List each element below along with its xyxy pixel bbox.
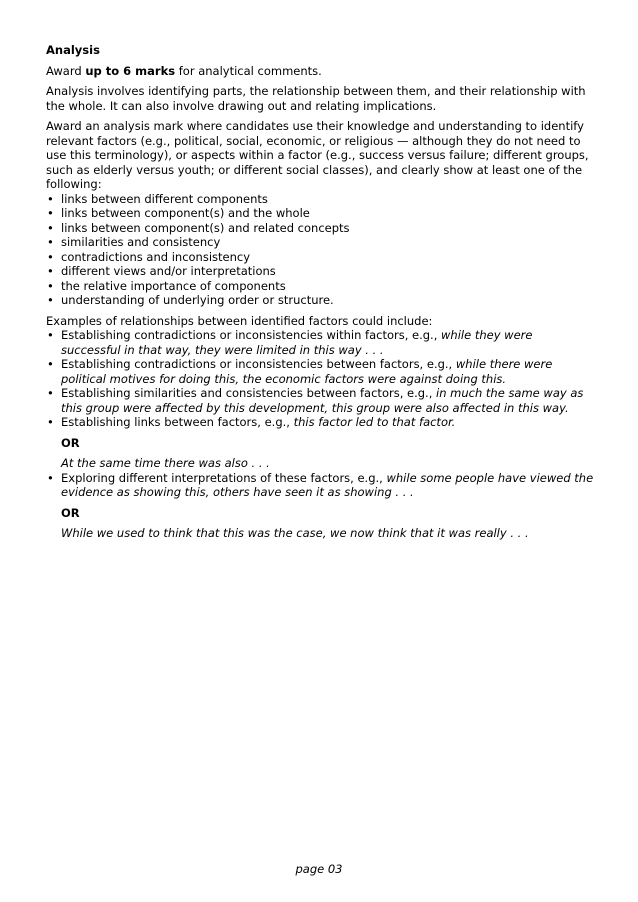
- example-quote: this factor led to that factor.: [293, 415, 456, 429]
- examples-list-continued: [46, 471, 594, 500]
- example-quote: in much the same way as this group were affected by this development, this group were also affected in this way.: [61, 386, 584, 415]
- example-quote: while they were successful in that way, they were limited in this way . . .: [61, 328, 533, 357]
- or-label: OR: [61, 505, 80, 520]
- example-text: Establishing contradictions or inconsistencies within factors, e.g.,: [61, 328, 442, 342]
- alternative-phrase: [46, 456, 594, 471]
- section-heading: Analysis: [46, 43, 100, 57]
- example-text: Exploring different interpretations of these factors, e.g.,: [61, 470, 387, 485]
- list-item: [46, 471, 594, 500]
- example-quote: while some people have viewed the evidence as showing this, others have seen it as showing . . .: [61, 470, 594, 499]
- alternative-phrase: [46, 526, 594, 541]
- list-item: • links between component(s) and related concepts: [46, 221, 594, 236]
- intro-paragraph: Analysis involves identifying parts, the relationship between them, and their relationship with the whole. It can also involve drawing out and relating implications.: [46, 84, 586, 113]
- examples-intro: Examples of relationships between identified factors could include:: [46, 313, 433, 328]
- example-quote: while there were political motives for doing this, the economic factors were against doing this.: [61, 357, 553, 386]
- list-item: • links between component(s) and the whole: [46, 206, 594, 221]
- list-item: [46, 415, 594, 430]
- list-item: • links between different components: [46, 192, 594, 207]
- examples-list: [46, 328, 594, 430]
- list-item: • similarities and consistency: [46, 235, 594, 250]
- award-criteria-paragraph: Award an analysis mark where candidates use their knowledge and understanding to identify relevant factors (e.g., political, social, economic, or religious — although they do not need to use this terminology), or aspects within a factor (e.g., success versus failure; different groups, such as elderly versus youth; or different social classes), and clearly show at least one of the following:: [46, 119, 589, 191]
- list-item: • understanding of underlying order or structure.: [46, 293, 594, 308]
- list-item: • contradictions and inconsistency: [46, 250, 594, 265]
- example-text: Establishing links between factors, e.g.,: [61, 415, 294, 429]
- page-content: [46, 43, 594, 547]
- award-marks: up to 6 marks: [85, 63, 176, 78]
- example-text: Establishing contradictions or inconsistencies between factors, e.g.,: [61, 357, 456, 371]
- alternative-quote: While we used to think that this was the case, we now think that it was really . . .: [61, 526, 529, 540]
- list-item: [46, 357, 594, 386]
- award-post: for analytical comments.: [175, 63, 322, 78]
- award-pre: Award: [46, 63, 86, 78]
- alternative-quote: At the same time there was also . . .: [61, 456, 270, 470]
- example-text: Establishing similarities and consistencies between factors, e.g.,: [61, 386, 437, 400]
- page-number: page 03: [295, 862, 343, 876]
- award-line: [46, 64, 594, 79]
- list-item: [46, 386, 594, 415]
- list-item: [46, 328, 594, 357]
- list-item: • different views and/or interpretations: [46, 264, 594, 279]
- list-item: • the relative importance of components: [46, 279, 594, 294]
- criteria-list: [46, 192, 594, 308]
- or-label: OR: [61, 435, 80, 450]
